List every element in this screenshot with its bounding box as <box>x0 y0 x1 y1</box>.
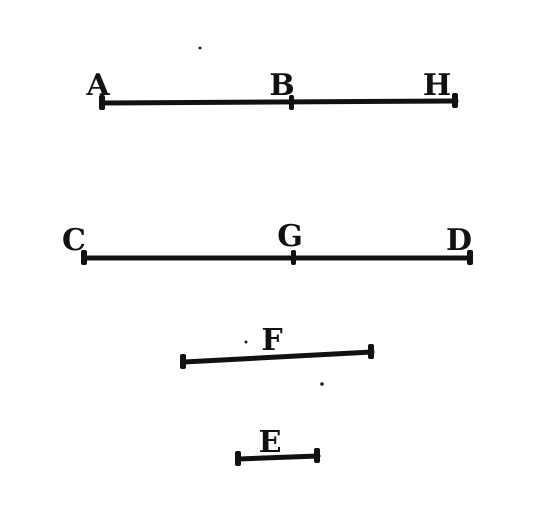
ink-speck <box>199 47 202 50</box>
segment-f <box>180 323 374 369</box>
ink-speck <box>245 341 248 344</box>
segment-e-endcap-left <box>235 451 241 466</box>
label-point-c: C <box>62 223 86 258</box>
segment-abh <box>85 68 458 110</box>
segment-e-endcap-right <box>314 448 320 463</box>
label-point-h: H <box>422 68 452 103</box>
label-segment-f: F <box>261 323 283 358</box>
segment-f-endcap-right <box>368 344 374 359</box>
ink-speck <box>320 382 324 386</box>
label-segment-e: E <box>258 425 282 460</box>
label-point-d: D <box>445 223 473 258</box>
label-point-g: G <box>277 219 303 254</box>
label-point-a: A <box>86 68 110 103</box>
segment-abh-endcap-right <box>452 93 458 108</box>
label-point-b: B <box>269 68 295 103</box>
segment-e <box>235 425 320 466</box>
segment-f-endcap-left <box>180 354 186 369</box>
segment-cgd <box>62 219 473 265</box>
